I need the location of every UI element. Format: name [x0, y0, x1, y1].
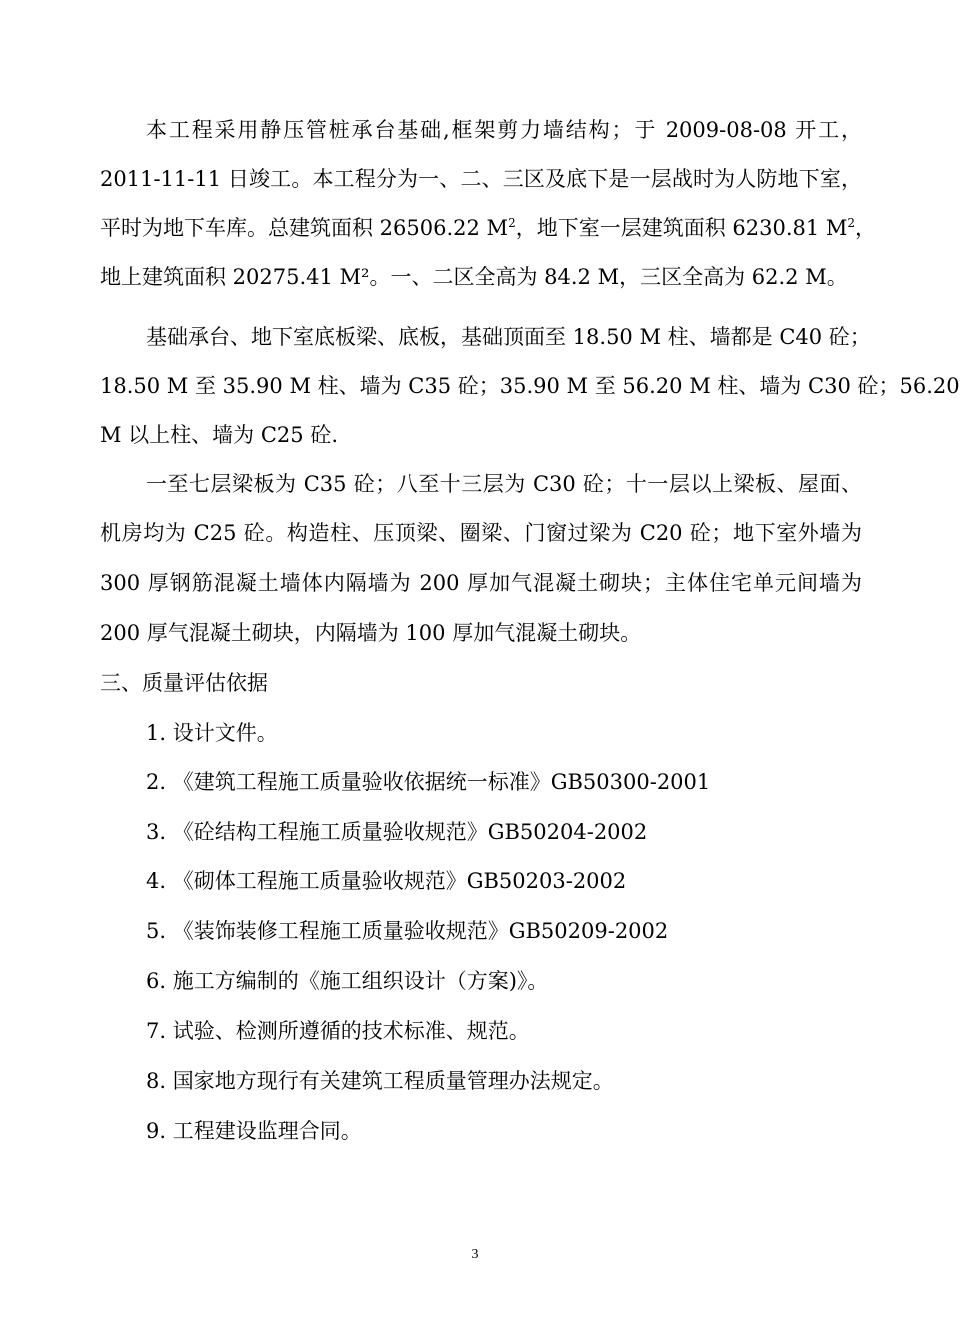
basis-item: 4. 《砌体工程施工质量验收规范》GB50203-2002: [146, 869, 627, 893]
page-number: 3: [471, 1247, 479, 1262]
paragraph-3-line-2: 机房均为 C25 砼。构造柱、压顶梁、圈梁、门窗过梁为 C20 砼；地下室外墙为: [100, 521, 862, 545]
basis-item: 3. 《砼结构工程施工质量验收规范》GB50204-2002: [146, 820, 648, 844]
paragraph-1-line-3-part-1: 平时为地下车库。总建筑面积 26506.22 M: [100, 216, 509, 240]
paragraph-1-line-1: 本工程采用静压管桩承台基础,框架剪力墙结构；于 2009-08-08 开工，: [146, 118, 862, 142]
basis-item: 6. 施工方编制的《施工组织设计（方案)》。: [146, 969, 549, 993]
basis-item: 2. 《建筑工程施工质量验收依据统一标准》GB50300-2001: [146, 770, 711, 794]
basis-item: 5. 《装饰装修工程施工质量验收规范》GB50209-2002: [146, 919, 669, 943]
superscript-2-b: 2: [847, 216, 856, 230]
basis-item: 7. 试验、检测所遵循的技术标准、规范。: [146, 1019, 530, 1043]
basis-item: 1. 设计文件。: [146, 721, 278, 745]
basis-item: 8. 国家地方现行有关建筑工程质量管理办法规定。: [146, 1069, 614, 1093]
paragraph-1-line-2: 2011-11-11 日竣工。本工程分为一、二、三区及底下是一层战时为人防地下室，: [100, 167, 862, 191]
paragraph-1-line-3-part-2: ，地下室一层建筑面积 6230.81 M: [515, 216, 848, 240]
section-heading: 三、质量评估依据: [100, 671, 268, 695]
paragraph-3-line-4: 200 厚气混凝土砌块，内隔墙为 100 厚加气混凝土砌块。: [100, 621, 642, 645]
basis-item: 9. 工程建设监理合同。: [146, 1119, 362, 1143]
paragraph-2-line-3: M 以上柱、墙为 C25 砼.: [100, 423, 338, 447]
superscript-2-a: 2: [508, 216, 516, 230]
paragraph-3-line-3: 300 厚钢筋混凝土墙体内隔墙为 200 厚加气混凝土砌块；主体住宅单元间墙为: [100, 571, 862, 595]
paragraph-2-line-2: 18.50 M 至 35.90 M 柱、墙为 C35 砼；35.90 M 至 56.20 M 柱、墙为 C30 砼；56.20: [100, 374, 960, 398]
paragraph-1-line-3: [100, 213, 877, 243]
paragraph-3-line-1: 一至七层梁板为 C35 砼；八至十三层为 C30 砼；十一层以上梁板、屋面、: [146, 472, 862, 496]
paragraph-1-line-4: 地上建筑面积 20275.41 M²。一、二区全高为 84.2 M，三区全高为 62.2 M。: [100, 265, 848, 289]
paragraph-1-line-3-part-3: ，: [855, 216, 877, 240]
paragraph-2-line-1: 基础承台、地下室底板梁、底板，基础顶面至 18.50 M 柱、墙都是 C40 砼；: [146, 325, 871, 349]
